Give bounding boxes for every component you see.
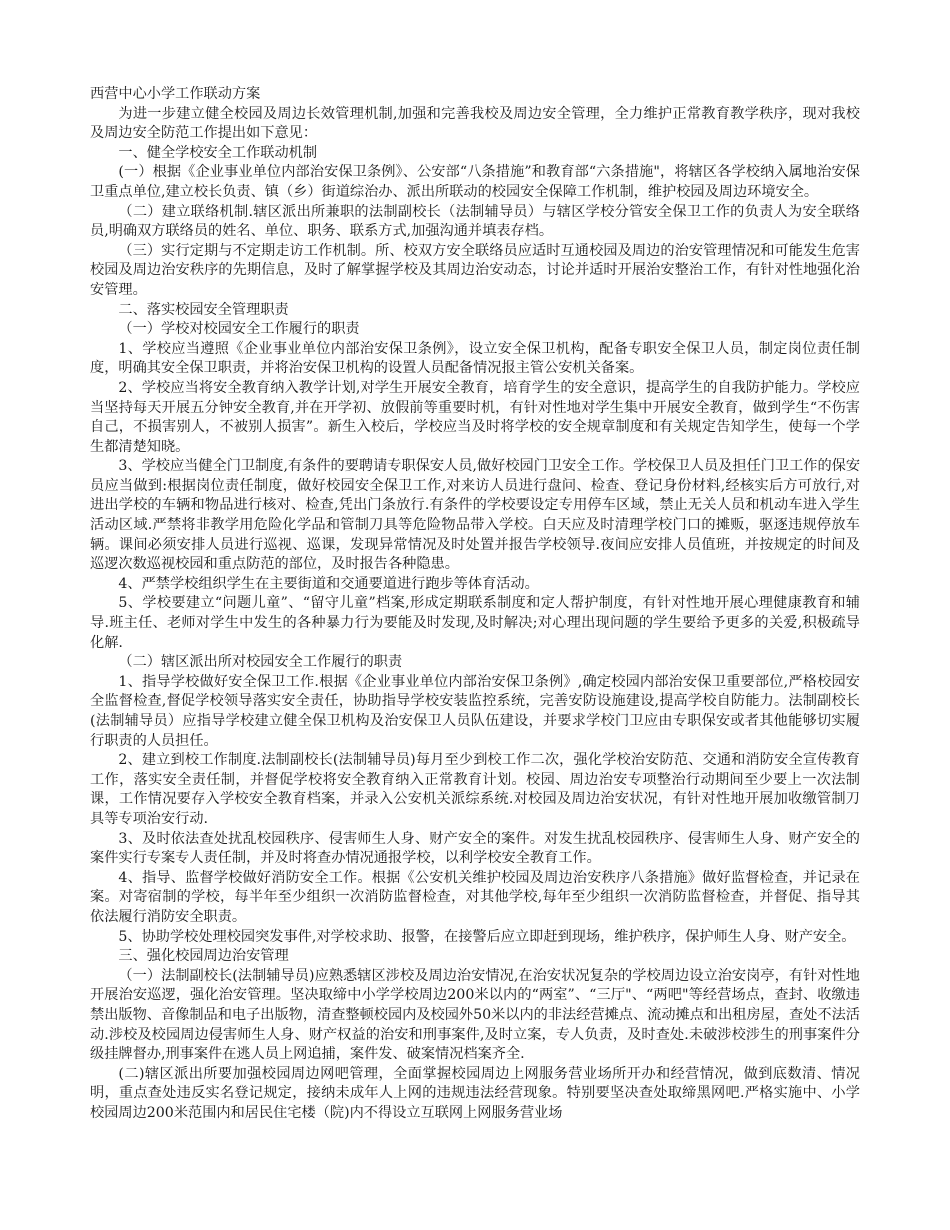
paragraph: 为进一步建立健全校园及周边长效管理机制,加强和完善我校及周边安全管理，全力维护正常教育教学秩序，现对我校及周边安全防范工作提出如下意见： bbox=[90, 105, 860, 142]
document-title: 西营中心小学工作联动方案 bbox=[90, 86, 261, 102]
paragraph: 5、学校要建立“问题儿童”、“留守儿童”档案,形成定期联系制度和定人帮护制度，有针对性地开展心理健康教育和辅导.班主任、老师对学生中发生的各种暴力行为要能及时发现,及时解决;对心理出现问题的学生要给予更多的关爱,积极疏导化解. bbox=[90, 595, 860, 651]
paragraph: 1、学校应当遵照《企业事业单位内部治安保卫条例》，设立安全保卫机构，配备专职安全保卫人员，制定岗位责任制度，明确其安全保卫职责，并将治安保卫机构的设置人员配备情况报主管公安机关备案。 bbox=[90, 340, 860, 377]
paragraph: （三）实行定期与不定期走访工作机制。所、校双方安全联络员应适时互通校园及周边的治安管理情况和可能发生危害校园及周边治安秩序的先期信息，及时了解掌握学校及其周边治安动态，讨论并适时开展治安整治工作，有针对性地强化治安管理。 bbox=[90, 242, 860, 298]
paragraph: (二)辖区派出所要加强校园周边网吧管理，全面掌握校园周边上网服务营业场所开办和经营情况，做到底数清、情况明，重点查处违反实名登记规定，接纳未成年人上网的违规违法经营现象。特别要坚决查处取缔黑网吧.严格实施中、小学校园周边200米范围内和居民住宅楼（院)内不得设立互联网上网服务营业场 bbox=[90, 1065, 860, 1121]
paragraph: (一）根据《企业事业单位内部治安保卫条例》、公安部“八条措施”和教育部“六条措施"，将辖区各学校纳入属地治安保卫重点单位,建立校长负责、镇（乡）街道综治办、派出所联动的校园安全保障工作机制，维护校园及周边环境安全。 bbox=[90, 164, 860, 200]
paragraph: （一）法制副校长(法制辅导员)应熟悉辖区涉校及周边治安情况,在治安状况复杂的学校周边设立治安岗亭，有针对性地开展治安巡逻，强化治安管理。坚决取缔中小学学校周边200米以内的“两室”、“三厅"、“两吧"等经营场点，查封、收缴违禁出版物、音像制品和电子出版物，清查整顿校园内及校园外50米以内的非法经营摊点、流动摊点和出租房屋，查处不法活动.涉校及校园周边侵害师生人身、财产权益的治安和刑事案件,及时立案，专人负责，及时查处.未破涉校涉生的刑事案件分级挂牌督办,刑事案件在逃人员上网追捕，案件发、破案情况档案齐全. bbox=[90, 967, 860, 1063]
paragraph: 4、指导、监督学校做好消防安全工作。根据《公安机关维护校园及周边治安秩序八条措施》做好监督检查，并记录在案。对寄宿制的学校，每半年至少组织一次消防监督检查，对其他学校,每年至少组织一次消防监督检查，并督促、指导其依法履行消防安全职责。 bbox=[90, 869, 860, 925]
section-heading: （一）学校对校园安全工作履行的职责 bbox=[118, 321, 360, 338]
paragraph: 4、严禁学校组织学生在主要街道和交通要道进行跑步等体育活动。 bbox=[118, 575, 539, 592]
paragraph: 2、建立到校工作制度.法制副校长(法制辅导员)每月至少到校工作二次，强化学校治安防范、交通和消防安全宣传教育工作，落实安全责任制，并督促学校将安全教育纳入正常教育计划。校园、周边治安专项整治行动期间至少要上一次法制课，工作情况要存入学校安全教育档案，并录入公安机关派综系统.对校园及周边治安状况，有针对性地开展加收缴管制刀具等专项治安行动. bbox=[90, 752, 860, 827]
paragraph: 3、学校应当健全门卫制度,有条件的要聘请专职保安人员,做好校园门卫安全工作。学校保卫人员及担任门卫工作的保安员应当做到:根据岗位责任制度，做好校园安全保卫工作,对来访人员进行盘问、检查、登记身份材料,经核实后方可放行,对进出学校的车辆和物品进行核对、检查,凭出门条放行.有条件的学校要设定专用停车区域，禁止无关人员和机动车进入学生活动区域.严禁将非教学用危险化学品和管制刀具等危险物品带入学校。白天应及时清理学校门口的摊贩，驱逐违规停放车辆。课间必须安排人员进行巡视、巡课，发现异常情况及时处置并报告学校领导.夜间应安排人员值班，并按规定的时间及巡逻次数巡视校园和重点防范的部位，及时报告各种隐患。 bbox=[90, 458, 861, 573]
section-heading: 二、落实校园安全管理职责 bbox=[118, 301, 289, 318]
paragraph: （二）建立联络机制.辖区派出所兼职的法制副校长（法制辅导员）与辖区学校分管安全保卫工作的负责人为安全联络员,明确双方联络员的姓名、单位、职务、联系方式,加强沟通并填表存档。 bbox=[90, 203, 860, 240]
section-heading: 三、强化校园周边治安管理 bbox=[118, 948, 289, 965]
paragraph: 2、学校应当将安全教育纳入教学计划,对学生开展安全教育，培育学生的安全意识，提高学生的自我防护能力。学校应当坚持每天开展五分钟安全教育,并在开学初、放假前等重要时机，有针对性地对学生集中开展安全教育，做到学生“不伤害自己，不损害别人，不被别人损害”。新生入校后，学校应当及时将学校的安全规章制度和有关规定告知学生，使每一个学生都清楚知晓。 bbox=[90, 379, 860, 455]
section-heading: （二）辖区派出所对校园安全工作履行的职责 bbox=[118, 654, 403, 671]
paragraph: 5、协助学校处理校园突发事件,对学校求助、报警，在接警后应立即赶到现场，维护秩序，保护师生人身、财产安全。 bbox=[118, 928, 856, 945]
paragraph: 3、及时依法查处扰乱校园秩序、侵害师生人身、财产安全的案件。对发生扰乱校园秩序、侵害师生人身、财产安全的案件实行专案专人责任制，并及时将查办情况通报学校，以利学校安全教育工作。 bbox=[90, 830, 860, 867]
paragraph: 1、指导学校做好安全保卫工作.根据《企业事业单位内部治安保卫条例》,确定校园内部治安保卫重要部位,严格校园安全监督检查,督促学校领导落实安全责任，协助指导学校安装监控系统，完善安防设施建设,提高学校自防能力。法制副校长(法制辅导员）应指导学校建立健全保卫机构及治安保卫人员队伍建设，并要求学校门卫应由专职保安或者其他能够切实履行职责的人员担任。 bbox=[90, 673, 860, 749]
document-body bbox=[90, 105, 860, 1124]
section-heading: 一、健全学校安全工作联动机制 bbox=[118, 144, 318, 161]
